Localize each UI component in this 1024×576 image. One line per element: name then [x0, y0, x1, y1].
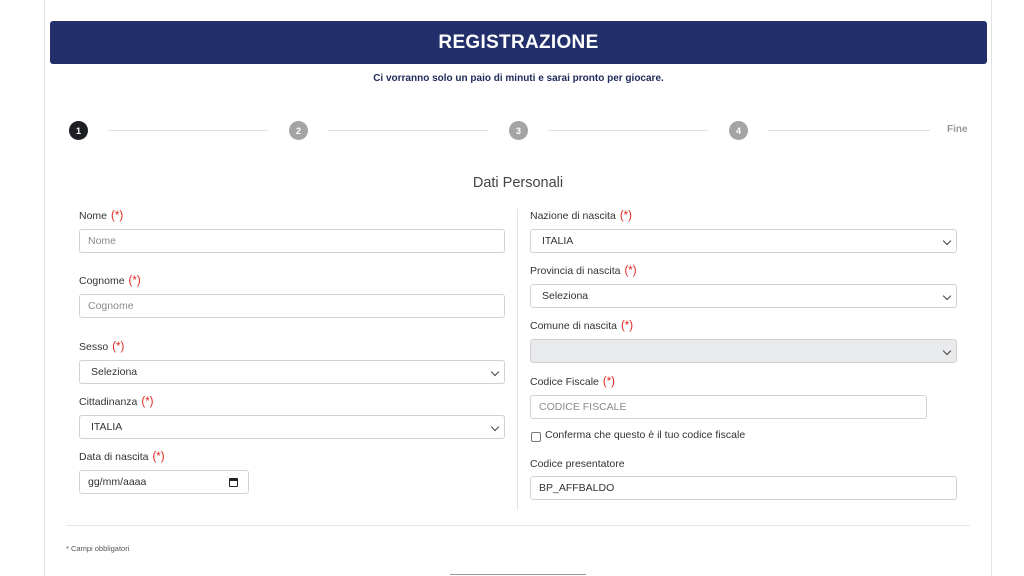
step-end-label: Fine	[947, 124, 968, 135]
step-connector	[548, 130, 708, 131]
comune-select[interactable]	[530, 339, 957, 363]
cognome-label: Cognome (*)	[79, 275, 141, 287]
comune-label: Comune di nascita (*)	[530, 320, 634, 332]
sesso-label: Sesso (*)	[79, 341, 125, 353]
page-title: REGISTRAZIONE	[438, 31, 599, 53]
required-marker: (*)	[624, 265, 637, 277]
step-connector	[108, 130, 268, 131]
required-marker: (*)	[128, 275, 141, 287]
data-nascita-label: Data di nascita (*)	[79, 451, 165, 463]
presentatore-input[interactable]: BP_AFFBALDO	[530, 476, 957, 500]
step-4: 4	[729, 121, 748, 140]
presentatore-label: Codice presentatore	[530, 458, 625, 470]
calendar-icon[interactable]	[229, 478, 238, 487]
nome-label: Nome (*)	[79, 210, 124, 222]
chevron-down-icon	[943, 347, 951, 355]
cittadinanza-select[interactable]: ITALIA	[79, 415, 505, 439]
cittadinanza-label: Cittadinanza (*)	[79, 396, 154, 408]
chevron-down-icon	[491, 423, 499, 431]
codice-fiscale-input[interactable]: CODICE FISCALE	[530, 395, 927, 419]
chevron-down-icon	[943, 292, 951, 300]
conferma-checkbox[interactable]	[531, 432, 541, 442]
cognome-input[interactable]: Cognome	[79, 294, 505, 318]
nome-input[interactable]: Nome	[79, 229, 505, 253]
required-marker: (*)	[112, 341, 125, 353]
step-3: 3	[509, 121, 528, 140]
header-banner	[50, 21, 987, 64]
step-connector	[768, 130, 930, 131]
sesso-select[interactable]: Seleziona	[79, 360, 505, 384]
provincia-label: Provincia di nascita (*)	[530, 265, 637, 277]
conferma-label[interactable]: Conferma che questo è il tuo codice fiscale	[545, 429, 746, 441]
required-marker: (*)	[602, 376, 616, 388]
chevron-down-icon	[491, 368, 499, 376]
footer-divider	[66, 525, 970, 526]
step-connector	[328, 130, 488, 131]
required-marker: (*)	[111, 210, 124, 222]
required-marker: (*)	[619, 210, 632, 222]
step-1: 1	[69, 121, 88, 140]
provincia-select[interactable]: Seleziona	[530, 284, 957, 308]
chevron-down-icon	[943, 237, 951, 245]
section-title: Dati Personali	[472, 175, 564, 191]
required-marker: (*)	[152, 451, 165, 463]
nazione-label: Nazione di nascita (*)	[530, 210, 632, 222]
required-marker: (*)	[141, 396, 154, 408]
nazione-select[interactable]: ITALIA	[530, 229, 957, 253]
required-marker: (*)	[620, 320, 634, 332]
page-subtitle: Ci vorranno solo un paio di minuti e sarai pronto per giocare.	[373, 73, 664, 84]
data-nascita-input[interactable]: gg/mm/aaaa	[79, 470, 249, 494]
codice-fiscale-label: Codice Fiscale (*)	[530, 376, 616, 388]
column-divider	[517, 209, 518, 510]
required-fields-note: * Campi obbligatori	[66, 544, 130, 553]
step-2: 2	[289, 121, 308, 140]
